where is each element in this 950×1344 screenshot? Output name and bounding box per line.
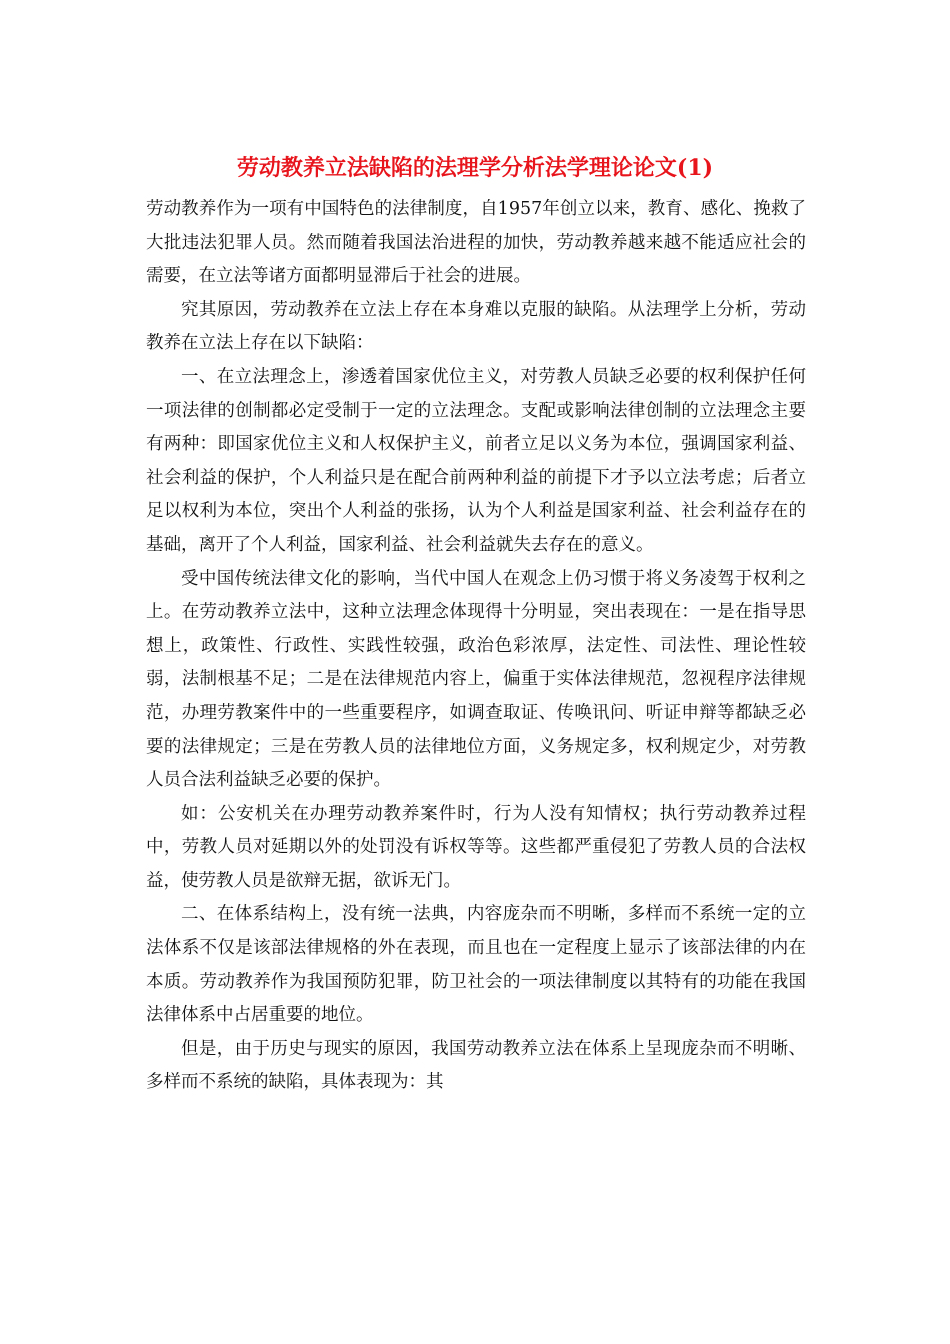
- body-paragraph: 一、在立法理念上，渗透着国家优位主义，对劳教人员缺乏必要的权利保护任何一项法律的创制都必定受制于一定的立法理念。支配或影响法律创制的立法理念主要有两种：即国家优位主义和人权保护主义，前者立足以义务为本位，强调国家利益、社会利益的保护，个人利益只是在配合前两种利益的前提下才予以立法考虑；后者立足以权利为本位，突出个人利益的张扬，认为个人利益是国家利益、社会利益存在的基础，离开了个人利益，国家利益、社会利益就失去存在的意义。: [146, 366, 806, 555]
- document-body: [146, 193, 806, 1100]
- body-paragraph: 如：公安机关在办理劳动教养案件时，行为人没有知情权；执行劳动教养过程中，劳教人员对延期以外的处罚没有诉权等等。这些都严重侵犯了劳教人员的合法权益，使劳教人员是欲辩无据，欲诉无门。: [146, 803, 806, 891]
- document-title: 劳动教养立法缺陷的法理学分析法学理论论文(1): [236, 155, 714, 181]
- body-paragraph: 劳动教养作为一项有中国特色的法律制度，自1957年创立以来，教育、感化、挽救了大批违法犯罪人员。然而随着我国法治进程的加快，劳动教养越来越不能适应社会的需要，在立法等诸方面都明显滞后于社会的进展。: [146, 199, 806, 287]
- body-paragraph: 二、在体系结构上，没有统一法典，内容庞杂而不明晰，多样而不系统一定的立法体系不仅是该部法律规格的外在表现，而且也在一定程度上显示了该部法律的内在本质。劳动教养作为我国预防犯罪，防卫社会的一项法律制度以其特有的功能在我国法律体系中占居重要的地位。: [146, 904, 806, 1026]
- body-paragraph: 究其原因，劳动教养在立法上存在本身难以克服的缺陷。从法理学上分析，劳动教养在立法上存在以下缺陷：: [146, 299, 806, 354]
- body-paragraph: 但是，由于历史与现实的原因，我国劳动教养立法在体系上呈现庞杂而不明晰、多样而不系统的缺陷，具体表现为：其: [146, 1038, 806, 1093]
- body-paragraph: 受中国传统法律文化的影响，当代中国人在观念上仍习惯于将义务凌驾于权利之上。在劳动教养立法中，这种立法理念体现得十分明显，突出表现在：一是在指导思想上，政策性、行政性、实践性较强，政治色彩浓厚，法定性、司法性、理论性较弱，法制根基不足；二是在法律规范内容上，偏重于实体法律规范，忽视程序法律规范，办理劳教案件中的一些重要程序，如调查取证、传唤讯问、听证申辩等都缺乏必要的法律规定；三是在劳教人员的法律地位方面，义务规定多，权利规定少，对劳教人员合法利益缺乏必要的保护。: [146, 568, 806, 791]
